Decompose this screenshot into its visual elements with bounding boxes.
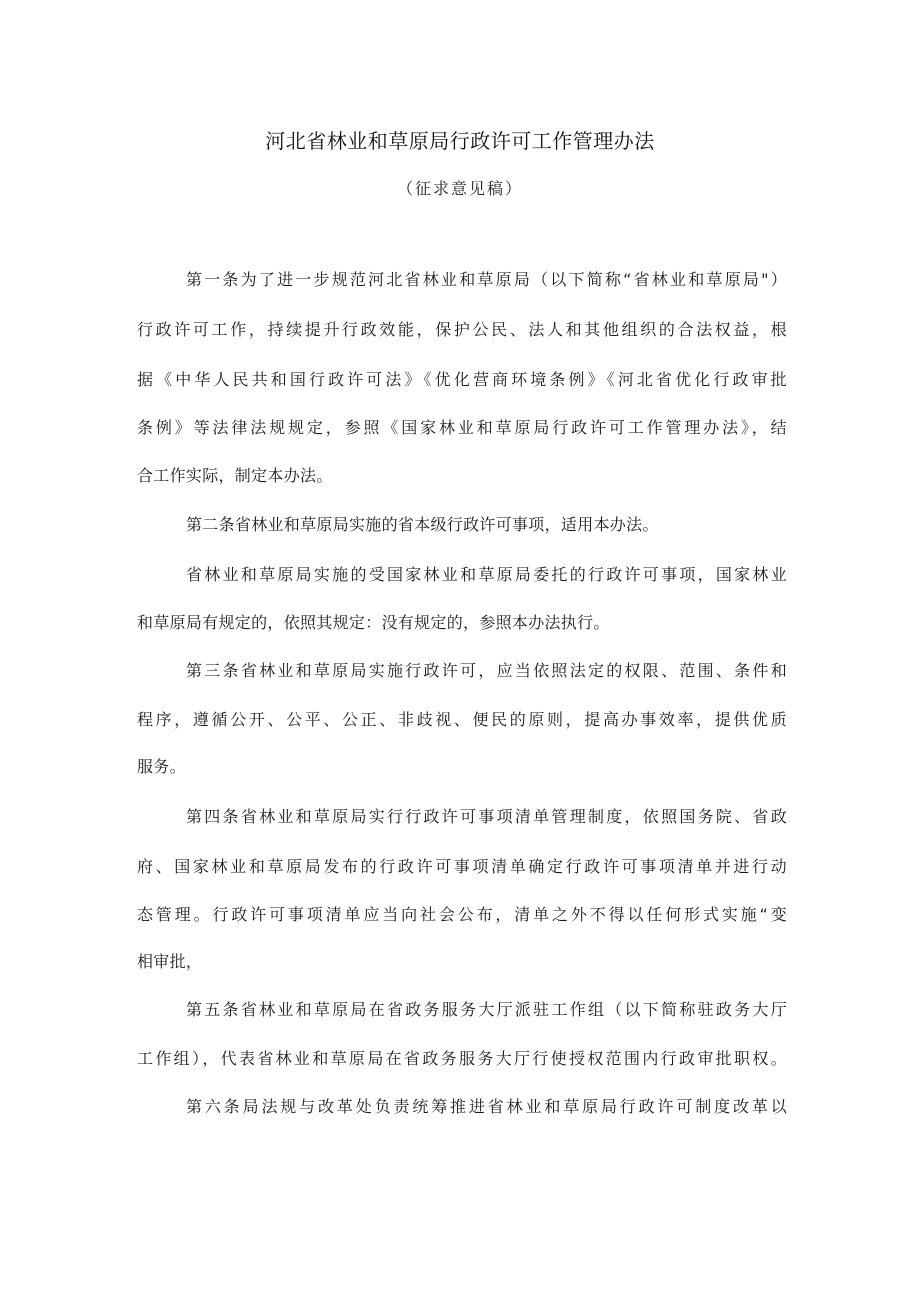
paragraph-line: 工作组），代表省林业和草原局在省政务服务大厅行使授权范围内行政审批职权。 xyxy=(137,1049,787,1068)
document-subtitle: （征求意见稿） xyxy=(396,179,523,198)
paragraph-line: 相审批， xyxy=(137,952,203,971)
paragraph-line: 态管理。行政许可事项清单应当向社会公布，清单之外不得以任何形式实施“变 xyxy=(137,905,787,924)
paragraph-line: 第三条省林业和草原局实施行政许可，应当依照法定的权限、范围、条件和 xyxy=(186,661,787,680)
paragraph-line: 行政许可工作，持续提升行政效能，保护公民、法人和其他组织的合法权益，根 xyxy=(137,320,787,339)
paragraph-line: 省林业和草原局实施的受国家林业和草原局委托的行政许可事项，国家林业 xyxy=(186,565,787,584)
paragraph-line: 合工作实际，制定本办法。 xyxy=(137,466,333,485)
paragraph-line: 第五条省林业和草原局在省政务服务大厅派驻工作组（以下简称驻政务大厅 xyxy=(186,1000,787,1019)
paragraph-line: 据《中华人民共和国行政许可法》《优化营商环境条例》《河北省优化行政审批 xyxy=(137,370,787,389)
paragraph-line: 府、国家林业和草原局发布的行政许可事项清单确定行政许可事项清单并进行动 xyxy=(137,857,787,876)
paragraph-line: 和草原局有规定的，依照其规定：没有规定的，参照本办法执行。 xyxy=(137,613,610,632)
paragraph-line: 第四条省林业和草原局实行行政许可事项清单管理制度，依照国务院、省政 xyxy=(186,807,787,826)
document-title: 河北省林业和草原局行政许可工作管理办法 xyxy=(265,129,655,153)
paragraph-line: 程序，遵循公开、公平、公正、非歧视、便民的原则，提高办事效率，提供优质 xyxy=(137,710,787,729)
paragraph-line: 第一条为了进一步规范河北省林业和草原局（以下简称“省林业和草原局"） xyxy=(186,270,787,289)
paragraph-line: 第二条省林业和草原局实施的省本级行政许可事项，适用本办法。 xyxy=(186,515,659,534)
paragraph-line: 第六条局法规与改革处负责统筹推进省林业和草原局行政许可制度改革以 xyxy=(186,1097,787,1116)
paragraph-line: 条例》等法律法规规定，参照《国家林业和草原局行政许可工作管理办法》，结 xyxy=(137,418,787,437)
paragraph-line: 服务。 xyxy=(137,757,186,776)
